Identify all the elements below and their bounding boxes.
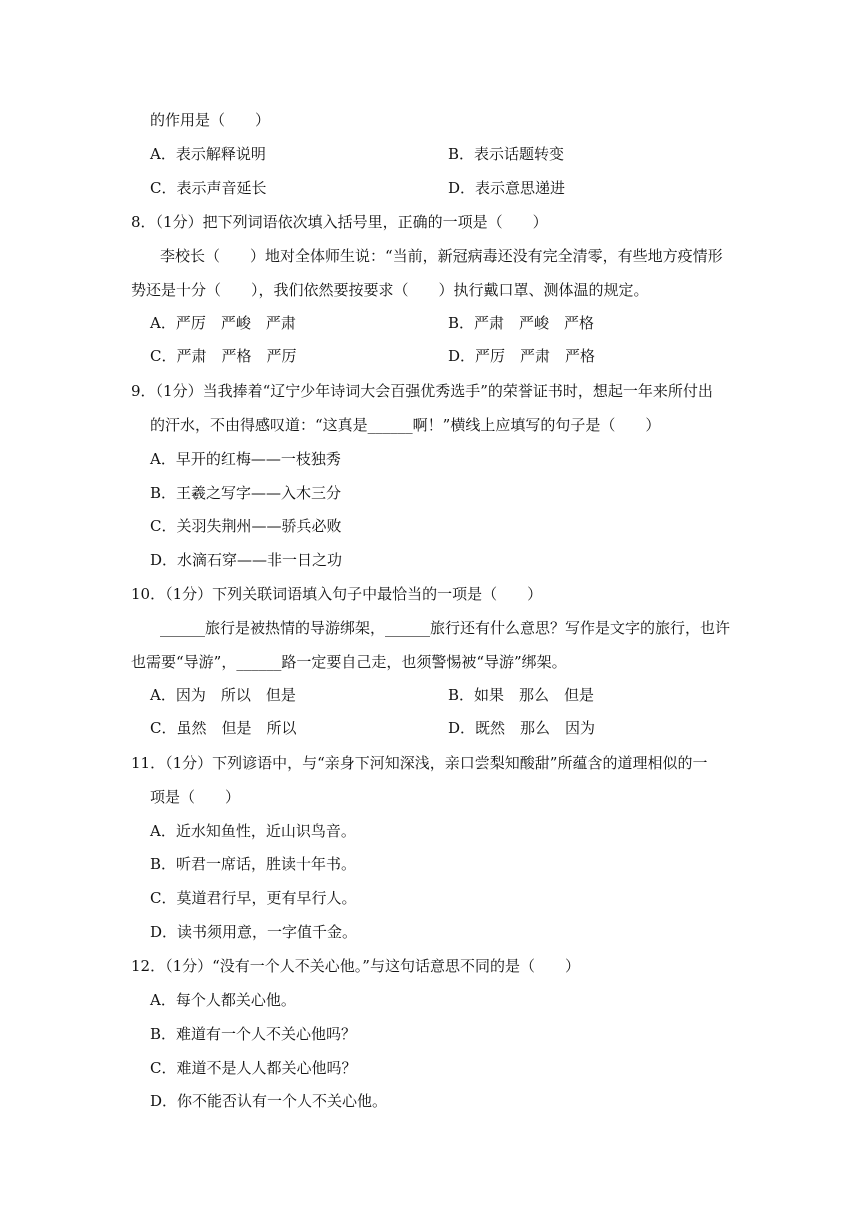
q11-option-b: B．听君一席话，胜读十年书。 [150, 855, 357, 873]
q9-stem-line-1: 9．（1分）当我捧着“辽宁少年诗词大会百强优秀选手”的荣誉证书时，想起一年来所付出 [131, 382, 713, 400]
q7-option-a: A．表示解释说明 [150, 145, 266, 163]
q10-stem: 10．（1分）下列关联词语填入句子中最恰当的一项是（ ） [131, 585, 543, 603]
q7-option-b: B．表示话题转变 [448, 145, 565, 163]
q9-option-a: A．早开的红梅——一枝独秀 [150, 450, 341, 468]
q7-option-c: C．表示声音延长 [150, 179, 267, 197]
q8-option-c: C．严肃 严格 严厉 [150, 347, 297, 365]
q7-option-d: D．表示意思递进 [448, 179, 566, 197]
q9-option-c: C．关羽失荆州——骄兵必败 [150, 517, 342, 535]
q12-option-a: A．每个人都关心他。 [150, 991, 296, 1009]
q9-stem-line-2: 的汗水，不由得感叹道：“这真是______啊！”横线上应填写的句子是（ ） [150, 416, 661, 434]
q8-stem: 8．（1分）把下列词语依次填入括号里，正确的一项是（ ） [131, 213, 548, 231]
q10-option-b: B．如果 那么 但是 [448, 686, 595, 704]
q11-option-a: A．近水知鱼性，近山识鸟音。 [150, 822, 356, 840]
q11-stem-line-2: 项是（ ） [150, 788, 241, 806]
q10-passage-line-1: ______旅行是被热情的导游绑架，______旅行还有什么意思？写作是文字的旅行，也许 [160, 619, 731, 637]
q10-option-c: C．虽然 但是 所以 [150, 719, 297, 737]
q10-option-d: D．既然 那么 因为 [448, 719, 596, 737]
q8-passage-line-1: 李校长（ ）地对全体师生说：“当前，新冠病毒还没有完全清零，有些地方疫情形 [160, 247, 723, 265]
q8-option-a: A．严厉 严峻 严肃 [150, 314, 296, 332]
q8-option-d: D．严厉 严肃 严格 [448, 347, 596, 365]
q12-option-d: D．你不能否认有一个人不关心他。 [150, 1092, 388, 1110]
q7-stem-tail: 的作用是（ ） [150, 111, 271, 129]
q12-option-c: C．难道不是人人都关心他吗？ [150, 1059, 357, 1077]
q10-passage-line-2: 也需要“导游”，______路一定要自己走，也须警惕被“导游”绑架。 [131, 653, 567, 671]
q11-option-c: C．莫道君行早，更有早行人。 [150, 889, 357, 907]
q8-passage-line-2: 势还是十分（ ），我们依然要按要求（ ）执行戴口罩、测体温的规定。 [131, 281, 649, 299]
q12-option-b: B．难道有一个人不关心他吗？ [150, 1025, 357, 1043]
q9-option-d: D．水滴石穿——非一日之功 [150, 551, 343, 569]
q9-option-b: B．王羲之写字——入木三分 [150, 484, 342, 502]
q11-option-d: D．读书须用意，一字值千金。 [150, 923, 358, 941]
q8-option-b: B．严肃 严峻 严格 [448, 314, 595, 332]
q12-stem: 12．（1分）“没有一个人不关心他。”与这句话意思不同的是（ ） [131, 957, 580, 975]
q10-option-a: A．因为 所以 但是 [150, 686, 296, 704]
q11-stem-line-1: 11．（1分）下列谚语中，与“亲身下河知深浅，亲口尝梨知酸甜”所蕴含的道理相似的一 [131, 754, 708, 772]
